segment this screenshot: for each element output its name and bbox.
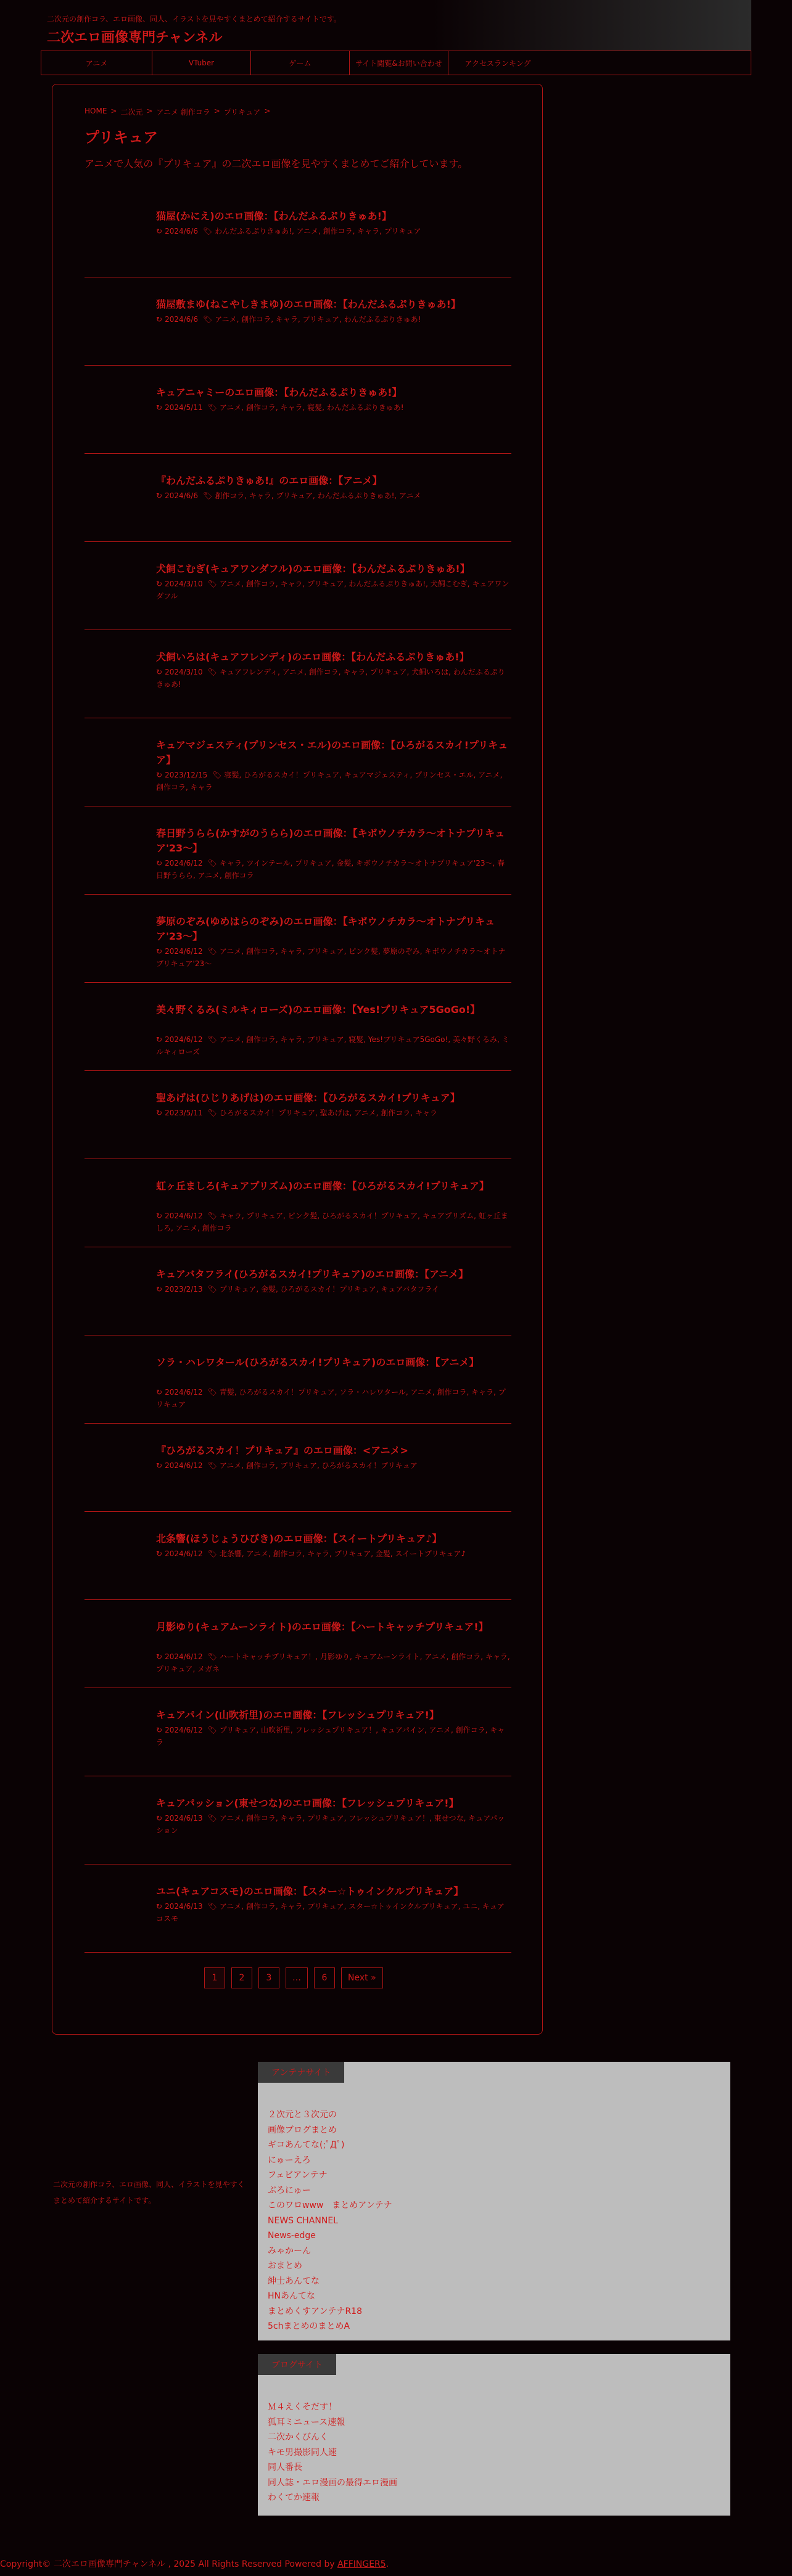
post-item — [85, 806, 511, 895]
post-tags[interactable]: アニメ, 創作コラ, キャラ, プリキュア, ピンク髪, 夢原のぞみ, キボウノチカラ〜オトナプリキュア'23〜 — [156, 947, 506, 968]
post-thumbnail[interactable] — [85, 1171, 146, 1233]
post-thumbnail[interactable] — [85, 1348, 146, 1409]
blog-link[interactable]: 狐耳ミニュース速報 — [268, 2417, 345, 2427]
pagination — [204, 1967, 383, 1988]
post-title-link[interactable]: 犬飼こむぎ(キュアワンダフル)のエロ画像：【わんだふるぷりきゅあ!】 — [156, 563, 470, 575]
post-date: 2024/6/12 — [165, 1035, 203, 1044]
refresh-icon: ↻ — [156, 1388, 163, 1397]
post-item — [85, 1600, 511, 1688]
post-tags[interactable]: ハートキャッチプリキュア！, 月影ゆり, キュアムーンライト, アニメ, 創作コラ, キャラ, プリキュア, メガネ — [156, 1652, 510, 1673]
post-title-link[interactable]: キュアマジェスティ(プリンセス・エル)のエロ画像：【ひろがるスカイ!プリキュア】 — [156, 739, 508, 766]
antenna-link[interactable]: フェビアンテナ — [268, 2170, 328, 2180]
post-thumbnail[interactable] — [85, 202, 146, 263]
post-date: 2024/6/12 — [165, 1726, 203, 1734]
post-thumbnail[interactable] — [85, 819, 146, 880]
post-date: 2024/3/10 — [165, 580, 203, 588]
post-tags[interactable]: 北条響, アニメ, 創作コラ, キャラ, プリキュア, 金髪, スイートプリキュア♪ — [219, 1549, 466, 1558]
post-item — [85, 1776, 511, 1864]
nav-item-game[interactable]: ゲーム — [251, 51, 350, 75]
tag-icon: 🏷 — [202, 491, 213, 500]
post-meta — [156, 945, 510, 970]
post-item — [85, 189, 511, 277]
post-thumbnail[interactable] — [85, 995, 146, 1057]
post-thumbnail[interactable] — [85, 554, 146, 616]
breadcrumb-separator: > — [146, 107, 153, 115]
nav-item-vtuber[interactable]: VTuber — [152, 51, 251, 75]
post-thumbnail[interactable] — [85, 1083, 146, 1145]
post-meta — [156, 1210, 510, 1234]
post-title-link[interactable]: 『ひろがるスカイ！プリキュア』のエロ画像：<アニメ> — [156, 1445, 408, 1456]
post-date: 2024/6/12 — [165, 859, 203, 868]
post-tags[interactable]: 寝髪, ひろがるスカイ！プリキュア, キュアマジェスティ, プリンセス・エル, アニメ, 創作コラ, キャラ — [156, 771, 503, 792]
site-title-link[interactable]: 二次エロ画像専門チャンネル — [47, 30, 223, 46]
refresh-icon: ↻ — [156, 1549, 163, 1558]
breadcrumb-precure[interactable]: プリキュア — [223, 108, 261, 117]
antenna-link[interactable]: News-edge — [268, 2231, 316, 2241]
post-item — [85, 454, 511, 542]
breadcrumb — [85, 107, 270, 117]
post-title-link[interactable]: キュアニャミーのエロ画像：【わんだふるぷりきゅあ!】 — [156, 387, 402, 398]
tag-icon: 🏷 — [207, 1902, 217, 1911]
post-title-link[interactable]: 夢原のぞみ(ゆめはらのぞみ)のエロ画像：【キボウノチカラ〜オトナプリキュア'23〜】 — [156, 916, 495, 942]
breadcrumb-separator: > — [264, 107, 271, 115]
affinger-link[interactable]: AFFINGER5 — [337, 2559, 386, 2569]
post-tags[interactable]: ひろがるスカイ！プリキュア, 聖あげは, アニメ, 創作コラ, キャラ — [219, 1109, 437, 1117]
post-date: 2024/6/12 — [165, 1388, 203, 1397]
post-tags[interactable]: アニメ, 創作コラ, キャラ, プリキュア, わんだふるぷりきゅあ! — [215, 315, 421, 324]
copyright-end: . — [386, 2559, 389, 2569]
post-date: 2024/6/6 — [165, 315, 198, 324]
post-title-link[interactable]: 『わんだふるぷりきゅあ!』のエロ画像：【アニメ】 — [156, 475, 382, 486]
refresh-icon: ↻ — [156, 491, 163, 500]
tag-icon: 🏷 — [207, 1652, 217, 1661]
post-item — [85, 366, 511, 454]
post-thumbnail[interactable] — [85, 642, 146, 704]
post-meta — [156, 1033, 510, 1058]
post-title-link[interactable]: キュアバタフライ(ひろがるスカイ!プリキュア)のエロ画像：【アニメ】 — [156, 1268, 469, 1280]
post-meta — [156, 1724, 510, 1749]
antenna-link[interactable]: ２次元と３次元の — [268, 2110, 337, 2120]
post-tags[interactable]: 創作コラ, キャラ, プリキュア, わんだふるぷりきゅあ!, アニメ — [215, 491, 421, 500]
post-list — [85, 189, 511, 1953]
post-date: 2024/6/13 — [165, 1814, 203, 1823]
post-item — [85, 1688, 511, 1776]
blog-widget-title: ブログサイト — [258, 2354, 336, 2375]
tag-icon: 🏷 — [202, 227, 213, 236]
post-item — [85, 983, 511, 1071]
tag-icon: 🏷 — [207, 1035, 217, 1044]
post-title-link[interactable]: キュアパッション(東せつな)のエロ画像：【フレッシュプリキュア!】 — [156, 1797, 459, 1809]
post-title-link[interactable]: キュアパイン(山吹祈里)のエロ画像：【フレッシュプリキュア!】 — [156, 1709, 439, 1721]
post-item — [85, 1864, 511, 1953]
antenna-link-list — [268, 2107, 392, 2334]
antenna-link[interactable]: にゅーえろ — [268, 2155, 311, 2165]
tag-icon: 🏷 — [207, 580, 217, 588]
post-item — [85, 1247, 511, 1335]
post-thumbnail[interactable] — [85, 731, 146, 792]
blog-widget — [258, 2354, 730, 2516]
refresh-icon: ↻ — [156, 1285, 163, 1294]
antenna-link[interactable]: おまとめ — [268, 2261, 302, 2271]
tag-icon: 🏷 — [207, 1285, 217, 1294]
page-button-1[interactable]: 1 — [204, 1967, 225, 1988]
post-date: 2024/5/11 — [165, 403, 203, 412]
refresh-icon: ↻ — [156, 1109, 163, 1117]
post-item — [85, 542, 511, 630]
post-date: 2024/6/6 — [165, 491, 198, 500]
post-date: 2023/2/13 — [165, 1285, 203, 1294]
post-meta — [156, 1900, 510, 1925]
nav-item-anime[interactable]: アニメ — [41, 51, 152, 75]
post-title-link[interactable]: 聖あげは(ひじりあげは)のエロ画像：【ひろがるスカイ!プリキュア】 — [156, 1092, 460, 1104]
post-date: 2024/6/12 — [165, 1461, 203, 1470]
post-date: 2024/6/6 — [165, 227, 198, 236]
refresh-icon: ↻ — [156, 227, 163, 236]
post-tags[interactable]: アニメ, 創作コラ, キャラ, プリキュア, わんだふるぷりきゅあ!, 犬飼こむぎ, キュアワンダフル — [156, 580, 509, 601]
refresh-icon: ↻ — [156, 668, 163, 676]
blog-link[interactable]: 同人誌・エロ漫画の最得エロ漫画 — [268, 2477, 397, 2488]
post-tags[interactable]: プリキュア, 金髪, ひろがるスカイ！プリキュア, キュアバタフライ — [219, 1285, 440, 1294]
refresh-icon: ↻ — [156, 403, 163, 412]
post-meta — [156, 1812, 510, 1837]
post-date: 2024/6/12 — [165, 1549, 203, 1558]
tag-icon: 🏷 — [212, 771, 222, 779]
blog-link[interactable]: 同人番長 — [268, 2463, 302, 2472]
refresh-icon: ↻ — [156, 1652, 163, 1661]
refresh-icon: ↻ — [156, 859, 163, 868]
post-date: 2023/5/11 — [165, 1109, 203, 1117]
nav-item-contact[interactable]: サイト閲覧&お問い合わせ — [350, 51, 448, 75]
refresh-icon: ↻ — [156, 1726, 163, 1734]
refresh-icon: ↻ — [156, 580, 163, 588]
post-tags[interactable]: わんだふるぷりきゅあ!, アニメ, 創作コラ, キャラ, プリキュア — [215, 227, 421, 236]
antenna-widget-title: アンテナサイト — [258, 2062, 344, 2083]
post-meta — [156, 1548, 510, 1560]
post-title-link[interactable]: 美々野くるみ(ミルキィローズ)のエロ画像：【Yes!プリキュア5GoGo!】 — [156, 1004, 481, 1015]
post-title-link[interactable]: 犬飼いろは(キュアフレンディ)のエロ画像：【わんだふるぷりきゅあ!】 — [156, 651, 469, 663]
refresh-icon: ↻ — [156, 947, 163, 956]
breadcrumb-home[interactable]: HOME — [85, 107, 107, 115]
next-page-button[interactable]: Next » — [341, 1967, 383, 1988]
footer-about: 二次元の創作コラ、エロ画像、同人、イラストを見やすくまとめて紹介するサイトです。 — [53, 2180, 245, 2205]
refresh-icon: ↻ — [156, 771, 163, 779]
tag-icon: 🏷 — [207, 1726, 217, 1734]
post-title-link[interactable]: ソラ・ハレワタール(ひろがるスカイ!プリキュア)のエロ画像：【アニメ】 — [156, 1356, 479, 1368]
tag-icon: 🏷 — [207, 403, 217, 412]
post-meta — [156, 666, 510, 691]
post-item — [85, 1159, 511, 1247]
antenna-link[interactable]: みゃかーん — [268, 2246, 311, 2256]
post-thumbnail[interactable] — [85, 1700, 146, 1762]
tag-icon: 🏷 — [207, 947, 217, 956]
post-item — [85, 1071, 511, 1159]
tag-icon: 🏷 — [207, 1461, 217, 1470]
post-meta — [156, 769, 510, 794]
blog-link[interactable]: Ｍ４えくそだす！ — [268, 2402, 337, 2412]
page-button-2[interactable]: 2 — [231, 1967, 252, 1988]
post-tags[interactable]: アニメ, 創作コラ, プリキュア, ひろがるスカイ！プリキュア — [219, 1461, 418, 1470]
post-item — [85, 1424, 511, 1512]
post-item — [85, 1335, 511, 1424]
post-meta — [156, 490, 510, 502]
post-meta — [156, 1459, 510, 1472]
post-thumbnail[interactable] — [85, 1260, 146, 1321]
post-title-link[interactable]: 虹ヶ丘ましろ(キュアプリズム)のエロ画像：【ひろがるスカイ!プリキュア】 — [156, 1180, 489, 1192]
post-thumbnail[interactable] — [85, 466, 146, 528]
site-header — [41, 0, 751, 51]
post-date: 2024/3/10 — [165, 668, 203, 676]
post-item — [85, 630, 511, 718]
page-description: アニメで人気の『プリキュア』の二次エロ画像を見やすくまとめてご紹介しています。 — [85, 158, 468, 170]
tag-icon: 🏷 — [207, 668, 217, 676]
tag-icon: 🏷 — [207, 1109, 217, 1117]
post-thumbnail[interactable] — [85, 378, 146, 440]
post-meta — [156, 225, 510, 237]
breadcrumb-anime[interactable]: アニメ 創作コラ — [156, 108, 210, 117]
post-thumbnail[interactable] — [85, 1789, 146, 1850]
antenna-link[interactable]: ギコあんてな(;ﾟДﾟ) — [268, 2140, 345, 2150]
post-item — [85, 895, 511, 983]
post-title-link[interactable]: 月影ゆり(キュアムーンライト)のエロ画像：【ハートキャッチプリキュア!】 — [156, 1621, 489, 1633]
post-meta — [156, 1283, 510, 1295]
post-meta — [156, 1386, 510, 1411]
global-nav — [41, 51, 751, 75]
post-date: 2024/6/13 — [165, 1902, 203, 1911]
post-tags[interactable]: プリキュア, 山吹祈里, フレッシュプリキュア！, キュアパイン, アニメ, 創作コラ, キャラ — [156, 1726, 505, 1747]
antenna-link[interactable]: NEWS CHANNEL — [268, 2215, 338, 2226]
post-meta — [156, 1651, 510, 1675]
site-tagline: 二次元の創作コラ、エロ画像、同人、イラストを見やすくまとめて紹介するサイトです。 — [47, 15, 341, 23]
post-title-link[interactable]: 北条響(ほうじょうひびき)のエロ画像：【スイートプリキュア♪】 — [156, 1533, 442, 1544]
antenna-link[interactable]: 5chまとめのまとめA — [268, 2321, 350, 2331]
blog-link[interactable]: キモ男撮影同人速 — [268, 2447, 337, 2458]
post-meta — [156, 313, 510, 326]
antenna-link[interactable]: 画像ブログまとめ — [268, 2125, 337, 2135]
post-meta — [156, 578, 510, 602]
post-date: 2023/12/15 — [165, 771, 208, 779]
post-tags[interactable]: アニメ, 創作コラ, キャラ, プリキュア, フレッシュプリキュア！, 東せつな, キュアパッション — [156, 1814, 505, 1835]
page-ellipsis: … — [286, 1967, 308, 1988]
antenna-link[interactable]: ぶろにゅー — [268, 2185, 311, 2196]
post-item — [85, 277, 511, 366]
refresh-icon: ↻ — [156, 1035, 163, 1044]
refresh-icon: ↻ — [156, 1461, 163, 1470]
post-tags[interactable]: 青髪, ひろがるスカイ！プリキュア, ソラ・ハレワタール, アニメ, 創作コラ, キャラ, プリキュア — [156, 1388, 506, 1409]
antenna-link[interactable]: まとめくすアンテナR18 — [268, 2306, 362, 2316]
copyright — [0, 2558, 389, 2570]
tag-icon: 🏷 — [202, 315, 213, 324]
antenna-link[interactable]: 紳士あんてな — [268, 2276, 320, 2286]
main-content — [52, 84, 543, 2035]
post-tags[interactable]: アニメ, 創作コラ, キャラ, 寝髪, わんだふるぷりきゅあ! — [219, 403, 404, 412]
refresh-icon: ↻ — [156, 315, 163, 324]
antenna-link[interactable]: HNあんてな — [268, 2291, 315, 2301]
post-meta — [156, 857, 510, 882]
blog-link-list — [268, 2400, 397, 2506]
post-title-link[interactable]: 春日野うらら(かすがのうらら)のエロ画像：【キボウノチカラ〜オトナプリキュア'23〜】 — [156, 827, 505, 854]
refresh-icon: ↻ — [156, 1212, 163, 1220]
post-title-link[interactable]: ユニ(キュアコスモ)のエロ画像：【スター☆トゥインクルプリキュア】 — [156, 1885, 464, 1897]
post-tags[interactable]: キャラ, ツインテール, プリキュア, 金髪, キボウノチカラ〜オトナプリキュア'23〜, 春日野うらら, アニメ, 創作コラ — [156, 859, 505, 880]
post-meta — [156, 401, 510, 414]
blog-link[interactable]: わくてか速報 — [268, 2493, 320, 2503]
post-meta — [156, 1107, 510, 1119]
post-date: 2024/6/12 — [165, 1652, 203, 1661]
post-tags[interactable]: アニメ, 創作コラ, キャラ, プリキュア, スター☆トゥインクルプリキュア, ユニ, キュアコスモ — [156, 1902, 505, 1923]
page-button-6[interactable]: 6 — [314, 1967, 335, 1988]
post-item — [85, 718, 511, 806]
breadcrumb-separator: > — [110, 107, 117, 115]
post-date: 2024/6/12 — [165, 1212, 203, 1220]
nav-item-ranking[interactable]: アクセスランキング — [464, 59, 531, 68]
post-tags[interactable]: アニメ, 創作コラ, キャラ, プリキュア, 寝髪, Yes!プリキュア5GoGo!, 美々野くるみ, ミルキィローズ — [156, 1035, 509, 1056]
breadcrumb-nijigen[interactable]: 二次元 — [120, 108, 143, 117]
copyright-text: Copyright© 二次エロ画像専門チャンネル , 2025 All Rights Reserved Powered by — [0, 2559, 335, 2569]
page-title: プリキュア — [85, 129, 159, 146]
refresh-icon: ↻ — [156, 1814, 163, 1823]
post-thumbnail[interactable] — [85, 1436, 146, 1498]
refresh-icon: ↻ — [156, 1902, 163, 1911]
breadcrumb-separator: > — [213, 107, 220, 115]
blog-link[interactable]: 二次かくびんく — [268, 2432, 328, 2442]
antenna-widget — [258, 2062, 730, 2340]
post-thumbnail[interactable] — [85, 907, 146, 969]
tag-icon: 🏷 — [207, 1549, 217, 1558]
page-button-3[interactable]: 3 — [258, 1967, 279, 1988]
post-tags[interactable]: キャラ, プリキュア, ピンク髪, ひろがるスカイ！プリキュア, キュアプリズム, 虹ヶ丘ましろ, アニメ, 創作コラ — [156, 1212, 508, 1233]
tag-icon: 🏷 — [207, 1388, 217, 1397]
tag-icon: 🏷 — [207, 1212, 217, 1220]
post-title-link[interactable]: 猫屋(かにえ)のエロ画像：【わんだふるぷりきゅあ!】 — [156, 210, 392, 222]
post-tags[interactable]: キュアフレンディ, アニメ, 創作コラ, キャラ, プリキュア, 犬飼いろは, わんだふるぷりきゅあ! — [156, 668, 505, 689]
post-title-link[interactable]: 猫屋敷まゆ(ねこやしきまゆ)のエロ画像：【わんだふるぷりきゅあ!】 — [156, 298, 461, 310]
tag-icon: 🏷 — [207, 859, 217, 868]
tag-icon: 🏷 — [207, 1814, 217, 1823]
post-thumbnail[interactable] — [85, 1524, 146, 1586]
post-date: 2024/6/12 — [165, 947, 203, 956]
post-item — [85, 1512, 511, 1600]
post-thumbnail[interactable] — [85, 1612, 146, 1674]
antenna-link[interactable]: このワロwww まとめアンテナ — [268, 2201, 392, 2210]
post-thumbnail[interactable] — [85, 1877, 146, 1938]
post-thumbnail[interactable] — [85, 290, 146, 351]
